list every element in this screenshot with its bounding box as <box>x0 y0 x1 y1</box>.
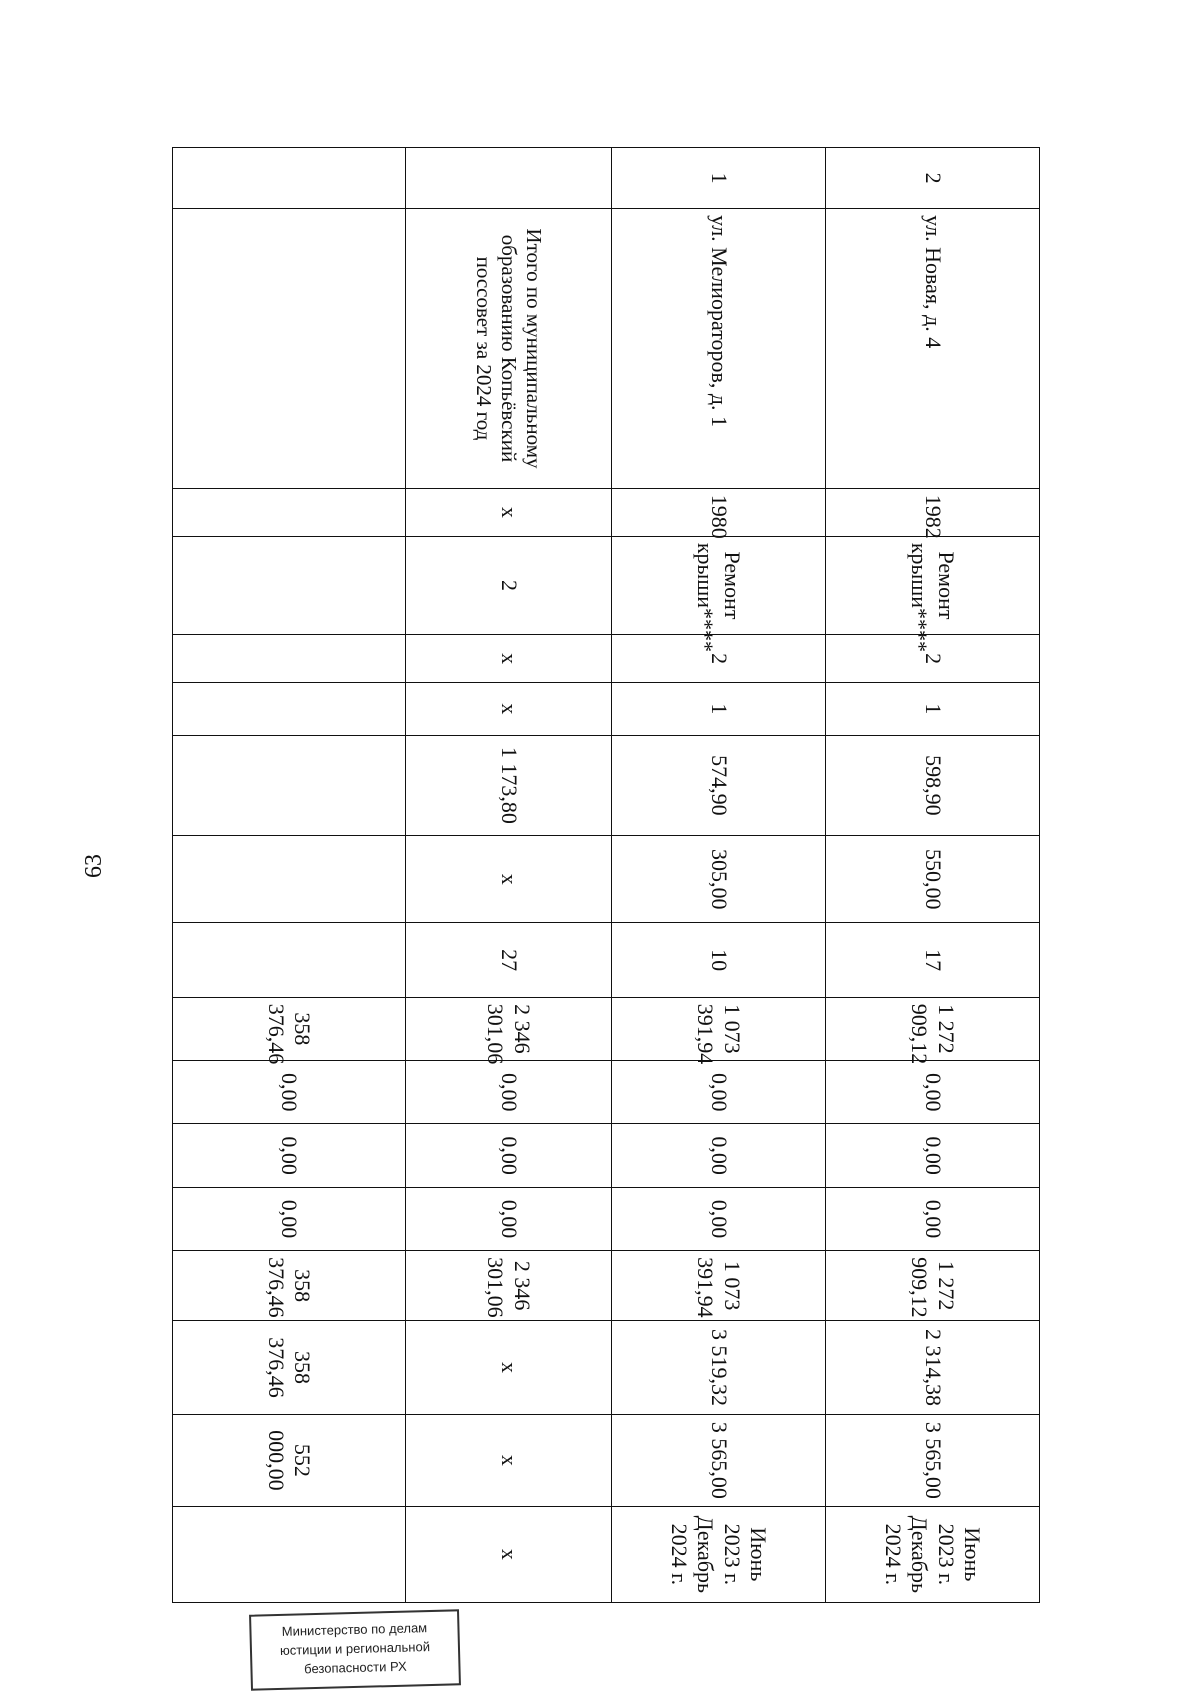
row-number <box>406 148 612 209</box>
cell-b: 1 <box>825 683 1039 735</box>
cell-l: 552 000,00 <box>173 1414 406 1506</box>
table-row-total <box>406 148 612 1603</box>
cell-m: Июнь 2023 г. Декабрь 2024 г. <box>611 1506 825 1602</box>
row-number <box>173 148 406 209</box>
cell-h: 0,00 <box>611 1124 825 1187</box>
cell-a <box>173 635 406 683</box>
cell-e: 17 <box>825 923 1039 997</box>
table-row <box>825 148 1039 1603</box>
cell-f: 358 376,46 <box>173 997 406 1060</box>
year-cell: 1980 <box>611 488 825 536</box>
cell-e: 27 <box>406 923 612 997</box>
cell-k: 2 314,38 <box>825 1321 1039 1415</box>
cell-e <box>173 923 406 997</box>
cell-l: х <box>406 1414 612 1506</box>
cell-j: 2 346 301,06 <box>406 1251 612 1321</box>
stamp-line: юстиции и региональной <box>279 1639 431 1658</box>
page-number: 63 <box>81 854 107 878</box>
cell-d: 305,00 <box>611 836 825 923</box>
cell-j: 358 376,46 <box>173 1251 406 1321</box>
cell-c: 1 173,80 <box>406 735 612 835</box>
table-row <box>611 148 825 1603</box>
cell-k: х <box>406 1321 612 1415</box>
cell-f: 1 073 391,94 <box>611 997 825 1060</box>
cell-h: 0,00 <box>173 1124 406 1187</box>
cell-m <box>173 1506 406 1602</box>
cell-b: х <box>406 683 612 735</box>
work-cell: Ремонт крыши**** <box>611 536 825 634</box>
address-cell: ул. Мелиораторов, д. 1 <box>611 209 825 489</box>
cell-d <box>173 836 406 923</box>
cell-f: 2 346 301,06 <box>406 997 612 1060</box>
cell-k: 3 519,32 <box>611 1321 825 1415</box>
cell-c: 598,90 <box>825 735 1039 835</box>
total-label: Итого по муниципальному образованию Копьёвский поссовет за 2024 год <box>406 209 612 489</box>
cell-g: 0,00 <box>173 1061 406 1124</box>
cell-i: 0,00 <box>173 1187 406 1250</box>
year-cell: х <box>406 488 612 536</box>
cell-i: 0,00 <box>825 1187 1039 1250</box>
address-cell <box>173 209 406 489</box>
cell-k: 358 376,46 <box>173 1321 406 1415</box>
cell-b: 1 <box>611 683 825 735</box>
cell-m: Июнь 2023 г. Декабрь 2024 г. <box>825 1506 1039 1602</box>
ministry-stamp <box>249 1609 461 1690</box>
work-cell: Ремонт крыши**** <box>825 536 1039 634</box>
cell-l: 3 565,00 <box>611 1414 825 1506</box>
cell-j: 1 272 909,12 <box>825 1251 1039 1321</box>
cell-b <box>173 683 406 735</box>
cell-g: 0,00 <box>611 1061 825 1124</box>
cell-c: 574,90 <box>611 735 825 835</box>
table-row-extra <box>173 148 406 1603</box>
address-cell: ул. Новая, д. 4 <box>825 209 1039 489</box>
cell-h: 0,00 <box>825 1124 1039 1187</box>
year-cell: 1982 <box>825 488 1039 536</box>
cell-f: 1 272 909,12 <box>825 997 1039 1060</box>
cell-g: 0,00 <box>406 1061 612 1124</box>
row-number: 1 <box>611 148 825 209</box>
stamp-line: безопасности РХ <box>303 1658 407 1677</box>
cell-a: 2 <box>825 635 1039 683</box>
rotated-table-container <box>172 147 1040 1603</box>
cell-m: х <box>406 1506 612 1602</box>
cell-i: 0,00 <box>406 1187 612 1250</box>
cell-g: 0,00 <box>825 1061 1039 1124</box>
cell-d: х <box>406 836 612 923</box>
cell-a: х <box>406 635 612 683</box>
cell-c <box>173 735 406 835</box>
year-cell <box>173 488 406 536</box>
stamp-line: Министерство по делам <box>281 1620 428 1639</box>
cell-i: 0,00 <box>611 1187 825 1250</box>
cell-h: 0,00 <box>406 1124 612 1187</box>
row-number: 2 <box>825 148 1039 209</box>
cell-e: 10 <box>611 923 825 997</box>
cell-l: 3 565,00 <box>825 1414 1039 1506</box>
work-cell: 2 <box>406 536 612 634</box>
cell-a: 2 <box>611 635 825 683</box>
repair-table <box>172 147 1040 1603</box>
cell-d: 550,00 <box>825 836 1039 923</box>
work-cell <box>173 536 406 634</box>
cell-j: 1 073 391,94 <box>611 1251 825 1321</box>
